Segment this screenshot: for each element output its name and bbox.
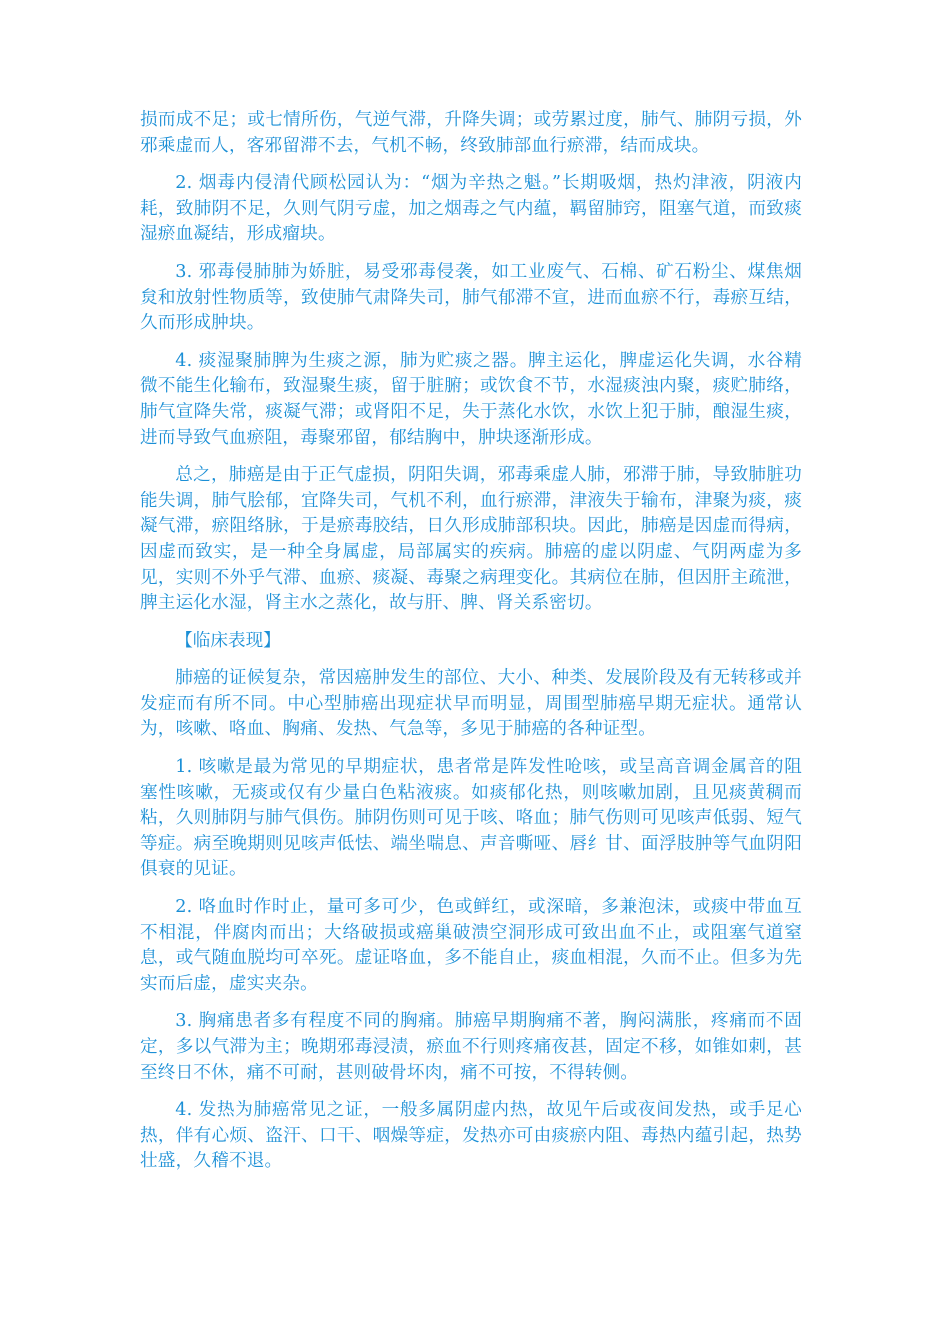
paragraph-fever: 4. 发热为肺癌常见之证，一般多属阴虚内热，故见午后或夜间发热，或手足心热，伴有心烦、盗汗、口干、咽燥等症，发热亦可由痰瘀内阻、毒热内蕴引起，热势壮盛，久稽不退。 (140, 1100, 802, 1172)
paragraph-tobacco-toxin: 2. 烟毒内侵清代顾松园认为：“烟为辛热之魁。”长期吸烟，热灼津液，阴液内耗，致肺阴不足，久则气阴亏虚，加之烟毒之气内蕴，羁留肺窍，阻塞气道，而致痰湿瘀血凝结，形成瘤块。 (140, 173, 802, 245)
paragraph-continuation: 损而成不足；或七情所伤，气逆气滞，升降失调；或劳累过度，肺气、肺阴亏损，外邪乘虚而人，客邪留滞不去，气机不畅，终致肺部血行瘀滞，结而成块。 (140, 110, 802, 156)
paragraph-cough: 1. 咳嗽是最为常见的早期症状，患者常是阵发性呛咳，或呈高音调金属音的阻塞性咳嗽，无痰或仅有少量白色粘液痰。如痰郁化热，则咳嗽加剧，且见痰黄稠而粘，久则肺阴与肺气俱伤。肺阴伤则可见于咳、咯血；肺气伤则可见咳声低弱、短气等症。病至晚期则见咳声低怯、端坐喘息、声音嘶哑、唇纟甘、面浮肢肿等气血阴阳俱衰的见证。 (140, 757, 802, 880)
paragraph-chest-pain: 3. 胸痛患者多有程度不同的胸痛。肺癌早期胸痛不著，胸闷满胀，疼痛而不固定，多以气滞为主；晚期邪毒浸渍，瘀血不行则疼痛夜甚，固定不移，如锥如刺，甚至终日不休，痛不可耐，甚则破骨坏肉，痛不可按，不得转侧。 (140, 1011, 802, 1083)
paragraph-clinical-intro: 肺癌的证候复杂，常因癌肿发生的部位、大小、种类、发展阶段及有无转移或并发症而有所不同。中心型肺癌出现症状早而明显，周围型肺癌早期无症状。通常认为，咳嗽、咯血、胸痛、发热、气急等，多见于肺癌的各种证型。 (140, 668, 802, 740)
paragraph-hemoptysis: 2. 咯血时作时止，量可多可少，色或鲜红，或深暗，多兼泡沫，或痰中带血互不相混，伴腐肉而出；大络破损或癌巢破溃空洞形成可致出血不止，或阻塞气道窒息，或气随血脱均可卒死。虚证咯血，多不能自止，痰血相混，久而不止。但多为先实而后虚，虚实夹杂。 (140, 897, 802, 994)
paragraph-summary: 总之，肺癌是由于正气虚损，阴阳失调，邪毒乘虚人肺，邪滞于肺，导致肺脏功能失调，肺气脍郁，宜降失司，气机不利，血行瘀滞，津液失于输布，津聚为痰，痰凝气滞，瘀阻络脉，于是瘀毒胶结，日久形成肺部积块。因此，肺癌是因虚而得病，因虚而致实，是一种全身属虚，局部属实的疾病。肺癌的虚以阴虚、气阴两虚为多见，实则不外乎气滞、血瘀、痰凝、毒聚之病理变化。其病位在肺，但因肝主疏泄，脾主运化水湿，肾主水之蒸化，故与肝、脾、肾关系密切。 (140, 465, 802, 614)
section-heading-clinical: 【临床表现】 (175, 630, 281, 651)
paragraph-phlegm-dampness: 4. 痰湿聚肺脾为生痰之源，肺为贮痰之器。脾主运化，脾虚运化失调，水谷精微不能生化输布，致湿聚生痰，留于脏腑；或饮食不节，水湿痰浊内聚，痰贮肺络，肺气宣降失常，痰凝气滞；或肾阳不足，失于蒸化水饮，水饮上犯于肺，酿湿生痰，进而导致气血瘀阻，毒聚邪留，郁结胸中，肿块逐渐形成。 (140, 350, 802, 448)
paragraph-pathogenic-toxin: 3. 邪毒侵肺肺为娇脏，易受邪毒侵袭，如工业废气、石棉、矿石粉尘、煤焦烟炱和放射性物质等，致使肺气肃降失司，肺气郁滞不宣，进而血瘀不行，毒瘀互结，久而形成肿块。 (140, 261, 802, 334)
document-page (140, 108, 802, 1187)
